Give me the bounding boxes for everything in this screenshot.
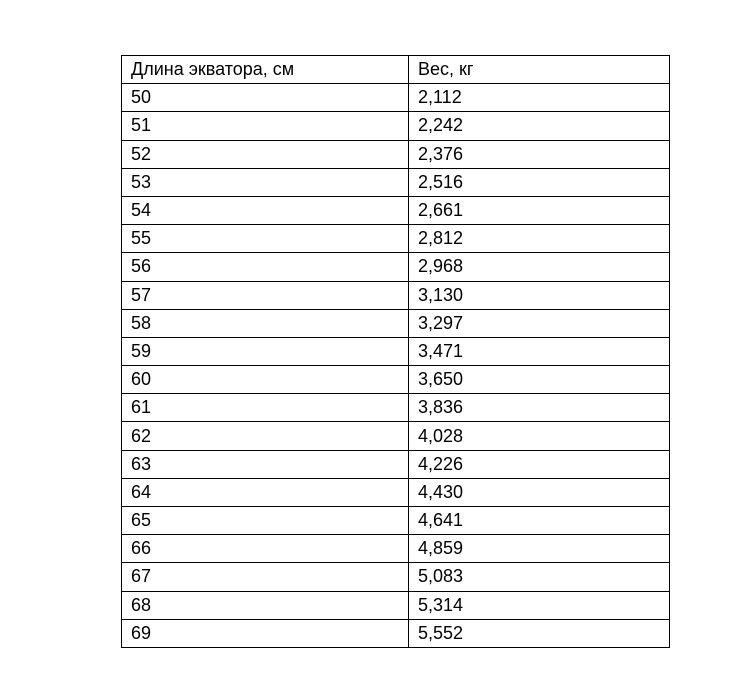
cell-weight: 3,297	[409, 309, 670, 337]
cell-weight: 2,516	[409, 168, 670, 196]
table-row	[122, 337, 670, 365]
cell-equator-length: 54	[122, 196, 409, 224]
cell-weight: 4,430	[409, 478, 670, 506]
cell-weight: 4,641	[409, 507, 670, 535]
cell-equator-length: 62	[122, 422, 409, 450]
table-row	[122, 535, 670, 563]
cell-weight: 4,028	[409, 422, 670, 450]
table-row	[122, 619, 670, 647]
cell-weight: 2,376	[409, 140, 670, 168]
table-row	[122, 84, 670, 112]
cell-weight: 3,130	[409, 281, 670, 309]
table-row	[122, 281, 670, 309]
cell-equator-length: 60	[122, 366, 409, 394]
cell-equator-length: 63	[122, 450, 409, 478]
table-row	[122, 168, 670, 196]
cell-weight: 3,836	[409, 394, 670, 422]
table-row	[122, 112, 670, 140]
cell-equator-length: 50	[122, 84, 409, 112]
table-row	[122, 140, 670, 168]
table-row	[122, 422, 670, 450]
table-row	[122, 563, 670, 591]
cell-equator-length: 61	[122, 394, 409, 422]
cell-equator-length: 66	[122, 535, 409, 563]
cell-equator-length: 58	[122, 309, 409, 337]
cell-weight: 3,650	[409, 366, 670, 394]
table-row	[122, 366, 670, 394]
cell-equator-length: 59	[122, 337, 409, 365]
table-body	[122, 56, 670, 648]
header-cell-weight: Вес, кг	[409, 56, 670, 84]
cell-weight: 5,552	[409, 619, 670, 647]
cell-equator-length: 65	[122, 507, 409, 535]
table-header-row	[122, 56, 670, 84]
table-row	[122, 196, 670, 224]
cell-equator-length: 67	[122, 563, 409, 591]
cell-weight: 4,859	[409, 535, 670, 563]
cell-weight: 2,968	[409, 253, 670, 281]
cell-equator-length: 55	[122, 225, 409, 253]
cell-equator-length: 51	[122, 112, 409, 140]
cell-weight: 2,812	[409, 225, 670, 253]
cell-equator-length: 57	[122, 281, 409, 309]
cell-equator-length: 68	[122, 591, 409, 619]
cell-weight: 5,083	[409, 563, 670, 591]
cell-weight: 2,242	[409, 112, 670, 140]
cell-weight: 5,314	[409, 591, 670, 619]
table-row	[122, 450, 670, 478]
cell-weight: 4,226	[409, 450, 670, 478]
cell-weight: 2,112	[409, 84, 670, 112]
cell-equator-length: 52	[122, 140, 409, 168]
cell-weight: 3,471	[409, 337, 670, 365]
table-row	[122, 591, 670, 619]
table-row	[122, 394, 670, 422]
cell-equator-length: 56	[122, 253, 409, 281]
header-cell-equator-length: Длина экватора, см	[122, 56, 409, 84]
table-row	[122, 309, 670, 337]
cell-weight: 2,661	[409, 196, 670, 224]
cell-equator-length: 53	[122, 168, 409, 196]
data-table	[121, 55, 670, 648]
table-row	[122, 478, 670, 506]
table-row	[122, 253, 670, 281]
table-row	[122, 507, 670, 535]
table-row	[122, 225, 670, 253]
cell-equator-length: 64	[122, 478, 409, 506]
cell-equator-length: 69	[122, 619, 409, 647]
